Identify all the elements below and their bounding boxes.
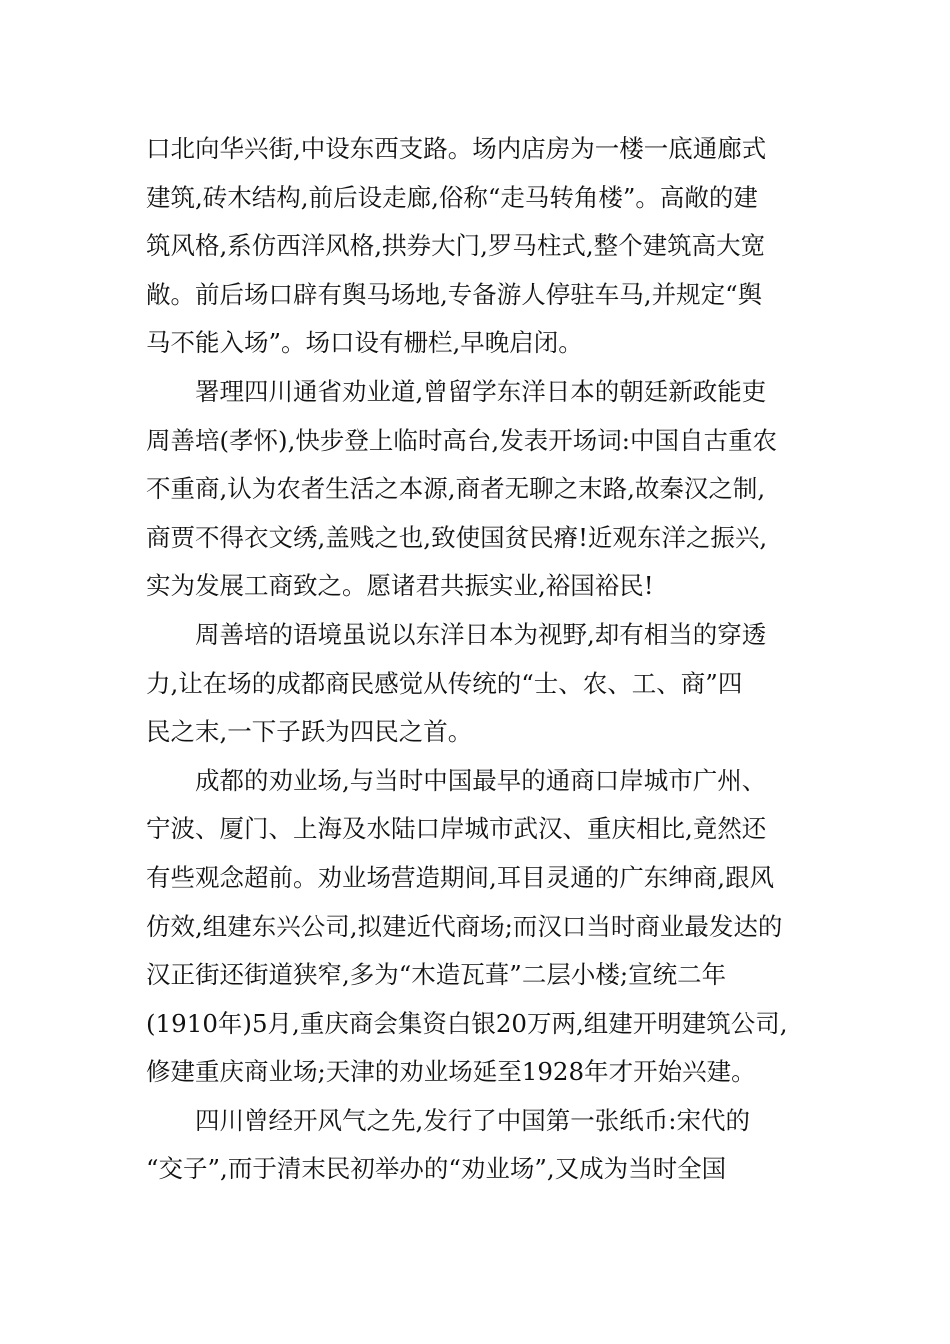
paragraph-3 [146,611,808,757]
text-line: 宁波、厦门、上海及水陆口岸城市武汉、重庆相比,竟然还 [146,814,767,844]
paragraph-4 [146,757,808,1097]
text-line: “交子”,而于清末民初举办的“劝业场”,又成为当时全国 [146,1154,727,1184]
text-line: 建筑,砖木结构,前后设走廊,俗称“走马转角楼”。高敞的建 [146,182,758,212]
paragraph-1 [146,125,808,368]
text-line: 实为发展工商致之。愿诸君共振实业,裕国裕民! [146,571,654,601]
text-line: 敞。前后场口辟有舆马场地,专备游人停驻车马,并规定“舆 [146,279,763,309]
paragraph-5 [146,1097,808,1194]
text-line: 力,让在场的成都商民感觉从传统的“士、农、工、商”四 [146,668,743,698]
body-text [146,125,808,1194]
text-line: 四川曾经开风气之先,发行了中国第一张纸币:宋代的 [195,1105,751,1135]
text-line: 马不能入场”。场口设有栅栏,早晚启闭。 [146,328,583,358]
text-line: 不重商,认为农者生活之本源,商者无聊之末路,故秦汉之制, [146,474,766,504]
text-line: 成都的劝业场,与当时中国最早的通商口岸城市广州、 [195,765,767,795]
text-line: 仿效,组建东兴公司,拟建近代商场;而汉口当时商业最发达的 [146,911,783,941]
text-line: 民之末,一下子跃为四民之首。 [146,717,473,747]
text-line: 周善培的语境虽说以东洋日本为视野,却有相当的穿透 [195,619,767,649]
text-line: 周善培(孝怀),快步登上临时高台,发表开场词:中国自古重农 [146,425,777,455]
text-line: 有些观念超前。劝业场营造期间,耳目灵通的广东绅商,跟风 [146,862,775,892]
text-line: 商贾不得衣文绣,盖贱之也,致使国贫民瘠!近观东洋之振兴, [146,522,768,552]
text-line: 署理四川通省劝业道,曾留学东洋日本的朝廷新政能吏 [195,376,767,406]
text-line: 汉正街还街道狭窄,多为“木造瓦葺”二层小楼;宣统二年 [146,960,727,990]
text-line: (1910年)5月,重庆商会集资白银20万两,组建开明建筑公司, [146,1008,788,1038]
paragraph-2 [146,368,808,611]
text-line: 修建重庆商业场;天津的劝业场延至1928年才开始兴建。 [146,1057,756,1087]
text-line: 筑风格,系仿西洋风格,拱券大门,罗马柱式,整个建筑高大宽 [146,231,766,261]
text-line: 口北向华兴街,中设东西支路。场内店房为一楼一底通廊式 [146,134,767,163]
